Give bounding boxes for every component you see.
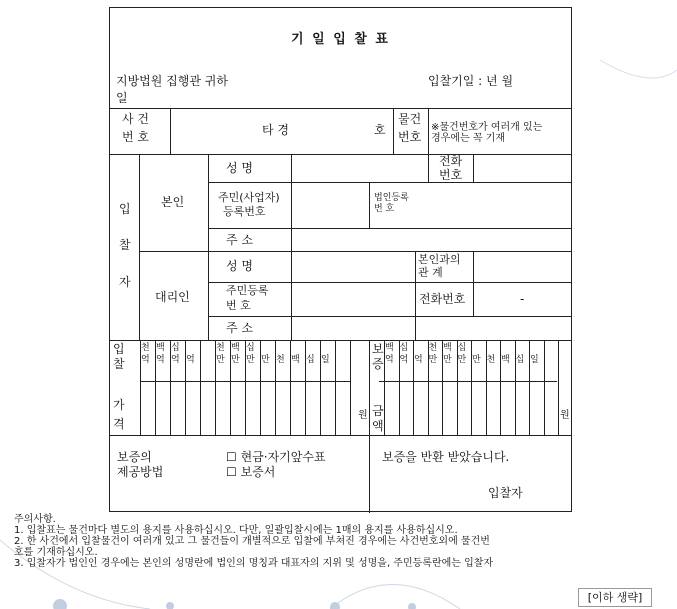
- bid-price-unit-top: 천: [141, 343, 150, 353]
- option-cash-checkbox[interactable]: ☐ 현금·자기앞수표: [226, 450, 326, 464]
- bid-price-digit-cell[interactable]: [201, 382, 214, 434]
- deposit-unit-bottom: 천: [486, 355, 496, 365]
- agent-id-label: 주민등록: [226, 284, 269, 297]
- bid-price-unit-bottom: 만: [231, 355, 240, 365]
- address-label: 주 소: [226, 233, 253, 247]
- agent-label: 대리인: [155, 290, 190, 304]
- guarantee-label-2: 제공방법: [117, 465, 164, 479]
- deposit-digit-cell[interactable]: [400, 382, 413, 434]
- notes-heading: 주의사항.: [14, 514, 56, 525]
- corp-reg-label-2: 번 호: [374, 204, 395, 214]
- deposit-unit-bottom: 만: [428, 355, 438, 365]
- deposit-unit-bottom: 만: [472, 355, 481, 365]
- phone-label: 전화: [439, 154, 463, 168]
- bid-date-day: 일: [116, 91, 128, 105]
- bid-price-digit-cell[interactable]: [291, 382, 304, 434]
- bid-price-unit-top: 백: [156, 343, 165, 353]
- option-bond-checkbox[interactable]: ☐ 보증서: [226, 465, 276, 479]
- addressee: 지방법원 집행관 귀하: [116, 74, 228, 88]
- won-label: 원: [358, 410, 368, 421]
- deposit-digit-cell[interactable]: [458, 382, 471, 434]
- bid-price-unit-bottom: 십: [306, 355, 315, 365]
- deposit-digit-cell[interactable]: [414, 382, 427, 434]
- guarantee-label: 보증의: [117, 450, 152, 464]
- deposit-unit-bottom: 만: [443, 355, 452, 365]
- deposit-char-2: 증: [372, 357, 384, 371]
- item-note: ※물건번호가 여러개 있는: [431, 122, 543, 133]
- deposit-char-1: 보: [372, 342, 384, 356]
- agent-name-label: 성 명: [226, 259, 253, 273]
- bid-price-char-3: 가: [113, 398, 125, 412]
- bid-price-digit-cell[interactable]: [186, 382, 199, 434]
- bid-price-char-4: 격: [113, 417, 125, 431]
- deposit-digit-cell[interactable]: [530, 382, 543, 434]
- deposit-digit-cell[interactable]: [501, 382, 514, 434]
- bid-price-unit-bottom: 억: [186, 355, 195, 365]
- bid-price-unit-bottom: 만: [216, 355, 225, 365]
- deposit-unit-bottom: 일: [530, 355, 539, 365]
- bid-price-digit-cell[interactable]: [246, 382, 259, 434]
- deposit-unit-top: 십: [457, 343, 467, 353]
- note-line-2: 2. 한 사건에서 입찰물건이 여러개 있고 그 물건들이 개별적으로 입찰에 부쳐진 경우에는 사건번호외에 물건번: [14, 536, 490, 547]
- bid-price-digit-cell[interactable]: [156, 382, 169, 434]
- bidder-sign: 입찰자: [488, 486, 523, 500]
- bid-price-unit-bottom: 천: [276, 355, 285, 365]
- note-line-2-cont: 호를 기재하십시오.: [14, 547, 98, 558]
- bid-price-char-1: 입: [113, 342, 125, 356]
- item-label: 물건: [398, 112, 422, 126]
- bidder-char-1: 입: [119, 202, 131, 216]
- bid-price-digit-cell[interactable]: [141, 382, 154, 434]
- bid-price-unit-bottom: 만: [261, 355, 270, 365]
- deposit-digit-cell[interactable]: [487, 382, 500, 434]
- item-label-2: 번호: [398, 130, 422, 144]
- id-label: 주민(사업자): [218, 191, 280, 204]
- form-title: 기 일 입 찰 표: [291, 32, 390, 47]
- deposit-digit-cell[interactable]: [429, 382, 442, 434]
- agent-phone-label: 전화번호: [419, 292, 466, 306]
- note-line-1: 1. 입찰표는 물건마다 별도의 용지를 사용하십시오. 다만, 일괄입찰시에는 1매의 용지를 사용하십시오.: [14, 525, 458, 536]
- bid-price-unit-top: 십: [171, 343, 180, 353]
- deposit-digit-cell[interactable]: [545, 382, 558, 434]
- bid-form: [109, 7, 572, 512]
- bid-price-unit-top: 천: [216, 343, 225, 353]
- deposit-unit-top: 십: [399, 343, 409, 353]
- deposit-digit-cell[interactable]: [472, 382, 485, 434]
- bidder-char-3: 자: [119, 275, 131, 289]
- corp-reg-label: 법인등록: [374, 193, 409, 203]
- bidder-char-2: 찰: [119, 238, 131, 252]
- principal-label: 본인: [161, 195, 185, 209]
- deposit-digit-cell[interactable]: [516, 382, 529, 434]
- bid-price-char-2: 찰: [113, 357, 125, 371]
- deposit-unit-bottom: 백: [501, 355, 510, 365]
- case-label-2: 번 호: [122, 130, 149, 144]
- notes-section: [14, 514, 493, 569]
- deposit-unit-top: 백: [385, 343, 394, 353]
- deposit-char-4: 액: [372, 419, 384, 433]
- deposit-unit-bottom: 십: [515, 355, 525, 365]
- deposit-unit-top: 천: [428, 343, 438, 353]
- case-type: 타 경: [262, 123, 289, 137]
- omitted-label: [이하 생략]: [578, 588, 652, 607]
- item-note-2: 경우에는 꼭 기재: [431, 133, 505, 144]
- won-label-deposit: 원: [560, 410, 570, 421]
- bid-price-unit-bottom: 일: [321, 355, 330, 365]
- phone-label-2: 번호: [439, 168, 463, 182]
- deposit-unit-bottom: 억: [414, 355, 423, 365]
- bid-price-digit-cell[interactable]: [336, 382, 349, 434]
- deposit-unit-bottom: 억: [385, 355, 394, 365]
- bid-date-label: 입찰기일 : 년 월: [428, 74, 514, 88]
- return-statement: 보증을 반환 받았습니다.: [382, 450, 510, 464]
- agent-phone-value: -: [520, 292, 525, 306]
- bid-price-digit-cell[interactable]: [321, 382, 334, 434]
- case-label: 사 건: [122, 112, 149, 126]
- deposit-unit-bottom: 억: [399, 355, 409, 365]
- bid-price-unit-bottom: 억: [156, 355, 165, 365]
- bid-price-digit-cell[interactable]: [276, 382, 289, 434]
- name-label: 성 명: [226, 161, 253, 175]
- relation-label-2: 관 계: [418, 266, 443, 279]
- deposit-digit-cell[interactable]: [443, 382, 456, 434]
- bid-price-unit-bottom: 백: [291, 355, 300, 365]
- agent-id-label-2: 번 호: [226, 299, 251, 312]
- case-suffix: 호: [374, 123, 386, 137]
- bid-price-unit-top: 백: [231, 343, 240, 353]
- id-label-2: 등록번호: [223, 205, 266, 218]
- bid-price-unit-bottom: 만: [246, 355, 255, 365]
- deposit-unit-bottom: 만: [457, 355, 467, 365]
- bid-price-digit-cell[interactable]: [306, 382, 319, 434]
- bid-price-unit-bottom: 억: [141, 355, 150, 365]
- deposit-unit-top: 백: [443, 343, 452, 353]
- note-line-3: 3. 입찰자가 법인인 경우에는 본인의 성명란에 법인의 명칭과 대표자의 지위 및 성명을, 주민등록란에는 입찰자: [14, 558, 494, 569]
- agent-address-label: 주 소: [226, 321, 253, 335]
- bid-price-digit-cell[interactable]: [216, 382, 229, 434]
- bid-price-unit-bottom: 억: [171, 355, 180, 365]
- bid-price-digit-cell[interactable]: [261, 382, 274, 434]
- deposit-char-3: 금: [372, 404, 384, 418]
- deposit-digit-cell[interactable]: [385, 382, 398, 434]
- bid-price-unit-top: 십: [246, 343, 255, 353]
- bid-price-digit-cell[interactable]: [171, 382, 184, 434]
- bid-price-digit-cell[interactable]: [231, 382, 244, 434]
- relation-label: 본인과의: [418, 253, 461, 266]
